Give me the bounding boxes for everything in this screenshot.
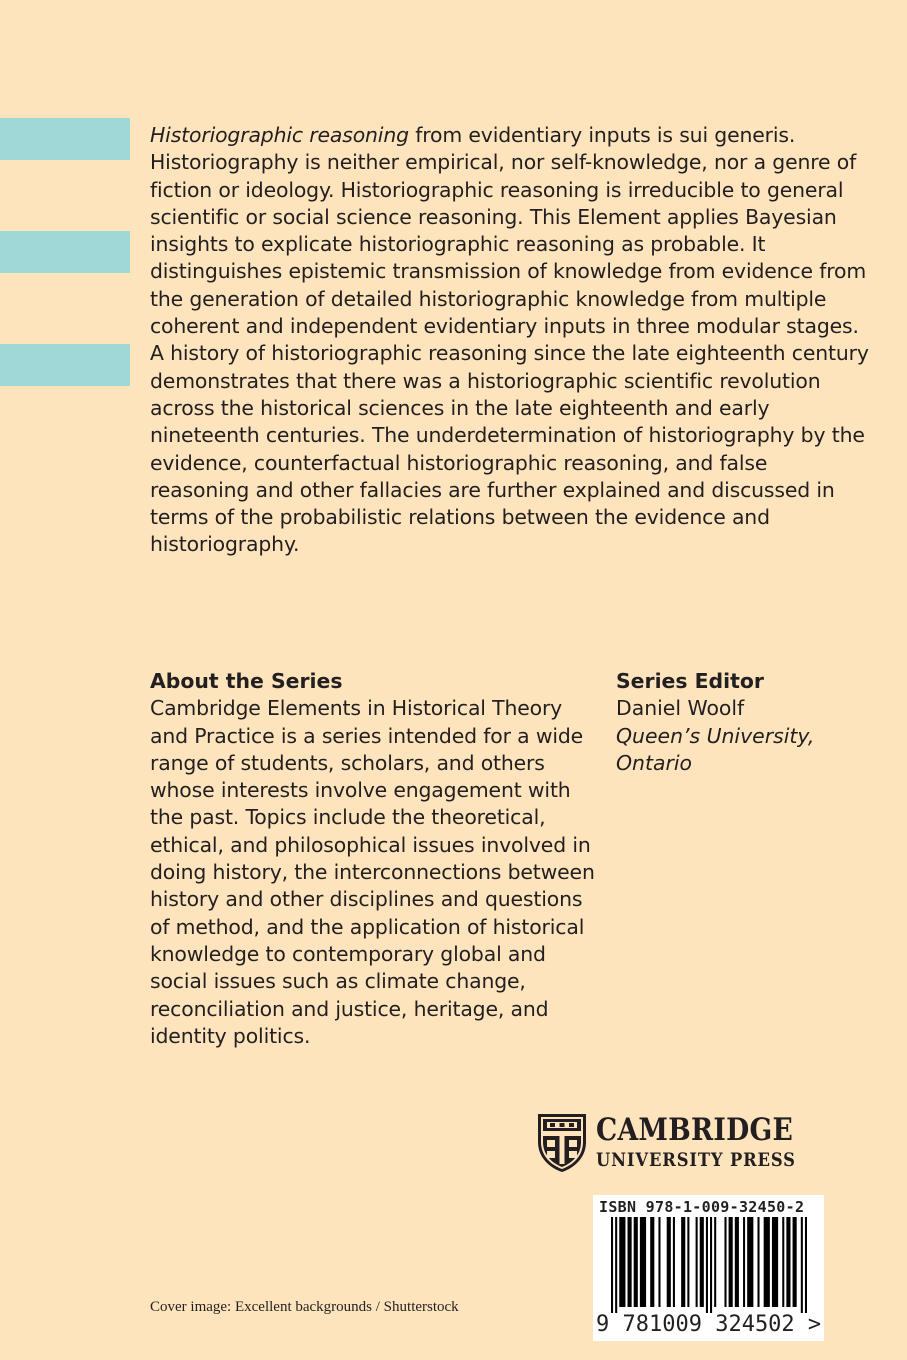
about-series-section [150,668,595,1050]
barcode-bars [593,1217,824,1313]
about-series-body: Cambridge Elements in Historical Theory and Practice is a series intended for a wide range of students, scholars, and others whose interests involve engagement with the past. Topics include the theoretical, ethical, and philosophical issues involved in doing history, the interconnections between history and other disciplines and questions of method, and the application of historical knowledge to contemporary global and social issues such as climate change, reconciliation and justice, heritage, and identity politics. [150,696,595,1048]
cover-image-credit: Cover image: Excellent backgrounds / Shutterstock [150,1299,459,1315]
publisher-wordmark [596,1112,828,1172]
blurb-text: from evidentiary inputs is sui generis. Historiography is neither empirical, nor self-knowledge, nor a genre of fiction or ideology. Historiographic reasoning is irreducible to general scientific or social science reasoning. This Element applies Bayesian insights to explicate historiographic reasoning as probable. It distinguishes epistemic transmission of knowledge from evidence from the generation of detailed historiographic knowledge from multiple coherent and independent evidentiary inputs in three modular stages. A history of historiographic reasoning since the late eighteenth century demonstrates that there was a historiographic scientific revolution across the historical sciences in the late eighteenth and early nineteenth centuries. The underdetermination of historiography by the evidence, counterfactual historiographic reasoning, and false reasoning and other fallacies are further explained and discussed in terms of the probabilistic relations between the evidence and historiography. [150,123,869,557]
barcode-bar [650,1217,654,1307]
university-shield-crest-icon [536,1112,588,1174]
barcode-bar [714,1217,716,1307]
publisher-logo [536,1112,836,1176]
barcode-bar [782,1217,784,1307]
accent-tab [0,118,130,160]
barcode-bar [634,1217,638,1307]
barcode-bar [747,1217,753,1307]
isbn-label: ISBN 978-1-009-32450-2 [599,1198,805,1216]
barcode-bar [673,1217,675,1307]
barcode-bar [710,1217,712,1313]
barcode-bar [743,1217,745,1307]
isbn-barcode [593,1195,824,1341]
barcode-bar [735,1217,739,1307]
barcode-bar [619,1217,625,1307]
barcode-bar [757,1217,759,1307]
accent-tab [0,231,130,273]
barcode-bar [764,1217,770,1307]
barcode-bar [700,1217,704,1307]
barcode-bar [615,1217,617,1313]
barcode-bar [724,1217,726,1307]
barcode-bar [611,1217,613,1313]
barcode-bar [628,1217,632,1307]
publisher-name-line2: UNIVERSITY PRESS [596,1149,796,1171]
barcode-bar [805,1217,807,1313]
accent-tab [0,344,130,386]
barcode-bar [793,1217,797,1307]
series-editor-name: Daniel Woolf [616,696,745,721]
barcode-bar [696,1217,698,1307]
series-editor-affiliation: Queen’s University, Ontario [616,723,815,775]
barcode-bar [658,1217,660,1307]
barcode-bar [706,1217,708,1313]
blurb-lead-italic: Historiographic reasoning [150,123,409,147]
about-series-heading: About the Series [150,669,343,693]
series-editor-heading: Series Editor [616,669,764,693]
barcode-bar [687,1217,689,1307]
barcode-digits: 9 781009 324502 > [596,1312,822,1337]
publisher-name-line1: CAMBRIDGE [596,1112,794,1148]
book-blurb [150,122,870,559]
barcode-bar [786,1217,790,1307]
barcode-bar [772,1217,778,1307]
series-editor-section [616,668,876,777]
barcode-bar [801,1217,803,1313]
barcode-bar [667,1217,671,1307]
barcode-bar [640,1217,646,1307]
barcode-bar [729,1217,733,1307]
barcode-bar [681,1217,685,1307]
